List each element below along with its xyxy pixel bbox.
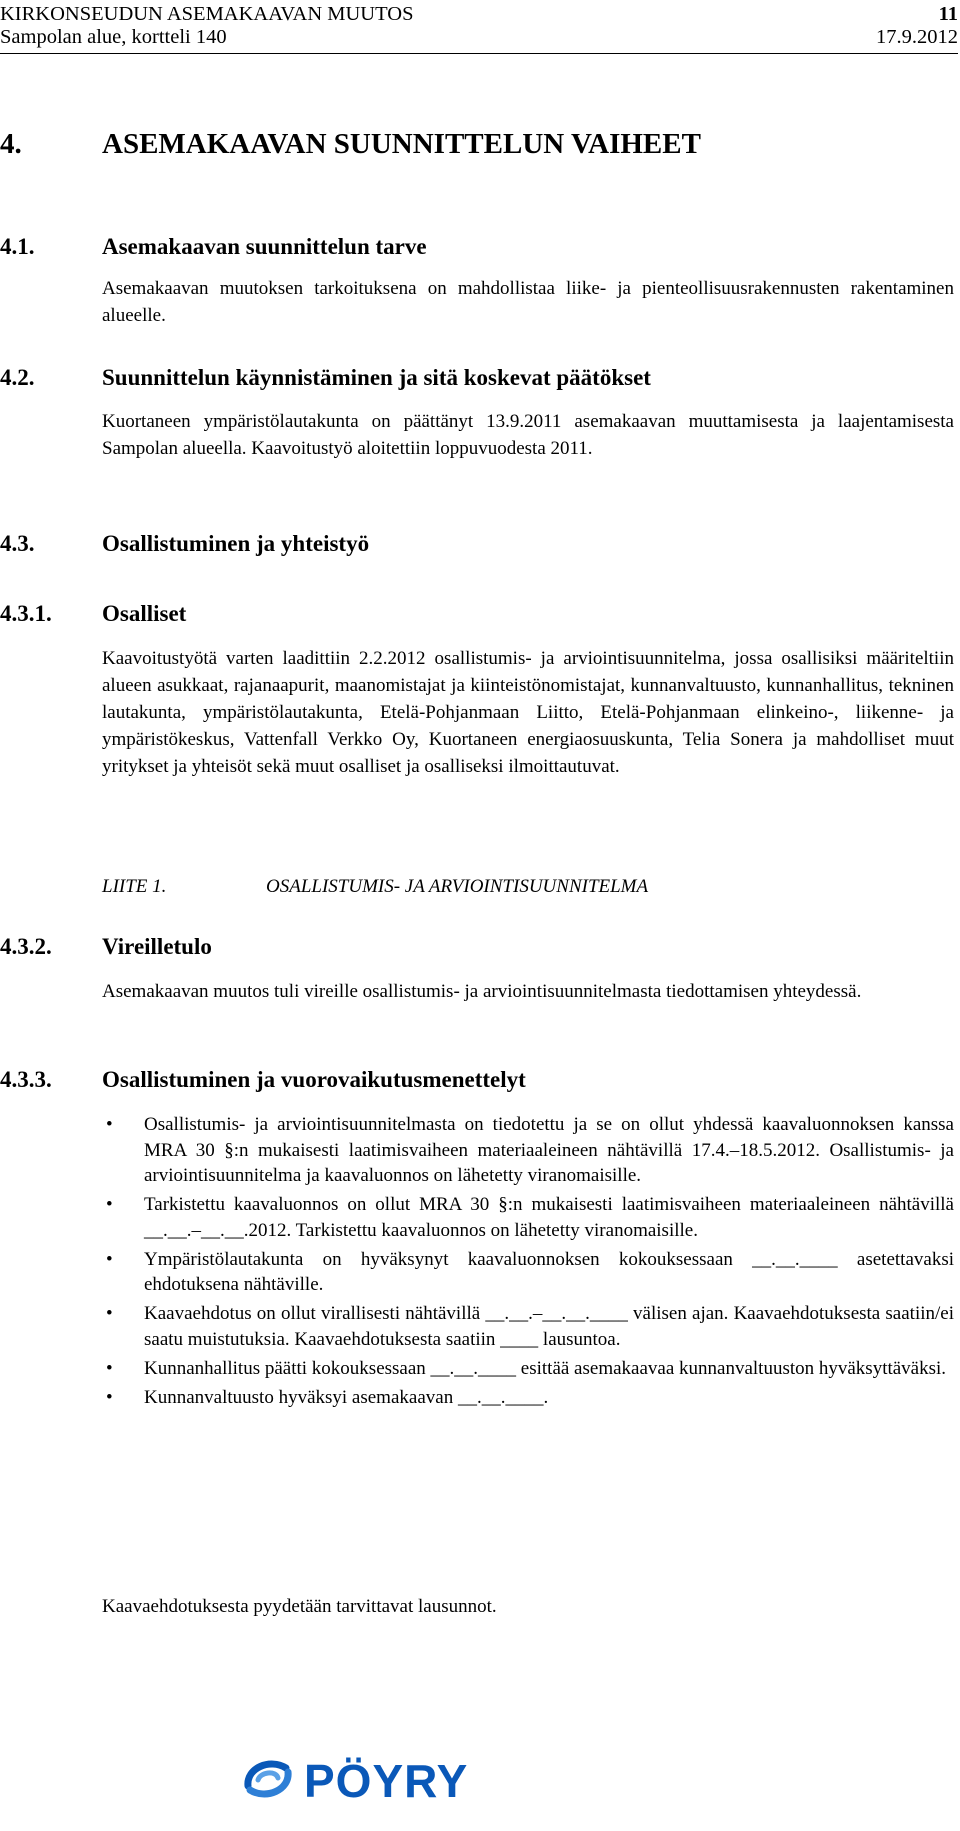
list-item: • Osallistumis- ja arviointisuunnitelmasta on tiedotettu ja se on ollut yhdessä kaavaluonnoksen kanssa MRA 30 §:n mukaisesti laatimisvaiheen materiaaleineen nähtävillä 17.4.–18.5.2012. Osallistumis- ja arviointisuunnitelma ja kaavaluonnos on lähetetty viranomaisille. xyxy=(106,1114,954,1186)
heading-number: 4.3.3. xyxy=(0,1067,52,1092)
section-body xyxy=(102,275,954,329)
list-item: • Kunnanvaltuusto hyväksyi asemakaavan __.__.____. xyxy=(102,1385,954,1411)
subsection-heading: Osalliset xyxy=(102,601,187,626)
bullet-list xyxy=(102,1112,954,1414)
heading-number: 4.1. xyxy=(0,234,35,259)
heading-number: 4.3. xyxy=(0,531,35,556)
bullet-icon: • xyxy=(106,1303,113,1324)
annex-label: LIITE 1. xyxy=(102,876,167,897)
logo-wordmark: PÖYRY xyxy=(304,1755,469,1806)
section-body xyxy=(102,645,954,780)
bullet-icon: • xyxy=(106,1114,113,1135)
section-heading: Suunnittelun käynnistäminen ja sitä koskevat päätökset xyxy=(102,365,651,390)
paragraph: Asemakaavan muutos tuli vireille osallistumis- ja arviointisuunnitelmasta tiedottamisen yhteydessä. xyxy=(102,981,862,1002)
document-subtitle: Sampolan alue, kortteli 140 xyxy=(0,26,227,48)
bullet-icon: • xyxy=(106,1386,113,1408)
list-item: • Kaavaehdotus on ollut virallisesti nähtävillä __.__.–__.__.____ välisen ajan. Kaavaehdotuksesta saatiin/ei saatu muistutuksia. Kaavaehdotuksesta saatiin ____ lausuntoa. xyxy=(106,1303,954,1350)
paragraph: Kuortaneen ympäristölautakunta on päättänyt 13.9.2011 asemakaavan muuttamisesta ja laajentamisesta Sampolan alueella. Kaavoitustyö aloitettiin loppuvuodesta 2011. xyxy=(102,411,954,459)
section-heading: Asemakaavan suunnittelun tarve xyxy=(102,234,427,259)
closing-paragraph xyxy=(102,1593,954,1620)
list-item: • Kunnanhallitus päätti kokouksessaan __.__.____ esittää asemakaavaa kunnanvaltuuston hyväksyttäväksi. xyxy=(102,1356,954,1382)
paragraph: Asemakaavan muutoksen tarkoituksena on mahdollistaa liike- ja pienteollisuusrakennusten rakentaminen alueelle. xyxy=(102,278,954,326)
list-item: • Ympäristölautakunta on hyväksynyt kaavaluonnoksen kokouksessaan __.__.____ asetettavaksi ehdotuksena nähtäville. xyxy=(106,1248,954,1295)
bullet-icon: • xyxy=(106,1194,113,1215)
bullet-icon: • xyxy=(106,1357,113,1379)
heading-number: 4. xyxy=(0,128,22,160)
section-body xyxy=(102,978,954,1005)
bullet-icon: • xyxy=(106,1248,113,1270)
paragraph: Kaavaehdotuksesta pyydetään tarvittavat lausunnot. xyxy=(102,1596,497,1617)
poyry-swirl-icon xyxy=(238,1750,548,1806)
poyry-logo xyxy=(238,1750,548,1806)
page-number: 11 xyxy=(938,3,958,25)
section-body xyxy=(102,408,954,462)
heading-number: 4.3.2. xyxy=(0,934,52,959)
subsection-heading: Osallistuminen ja vuorovaikutusmenettelyt xyxy=(102,1067,526,1092)
section-heading: Osallistuminen ja yhteistyö xyxy=(102,531,370,556)
list-item: • Tarkistettu kaavaluonnos on ollut MRA 30 §:n mukaisesti laatimisvaiheen materiaaleineen nähtävillä __.__.–__.__.2012. Tarkistettu kaavaluonnos on lähetetty viranomaisille. xyxy=(106,1194,954,1241)
subsection-heading: Vireilletulo xyxy=(102,934,212,959)
chapter-heading: ASEMAKAAVAN SUUNNITTELUN VAIHEET xyxy=(102,128,701,160)
heading-number: 4.2. xyxy=(0,365,35,390)
paragraph: Kaavoitustyötä varten laadittiin 2.2.2012 osallistumis- ja arviointisuunnitelma, jossa osallisiksi määriteltiin alueen asukkaat, rajanaapurit, maanomistajat ja kiinteistönomistajat, kunnanvaltuusto, kunnanhallitus, tekninen lautakunta, ympäristölautakunta, Etelä-Pohjanmaan Liitto, Etelä-Pohjanmaan elinkeino-, liikenne- ja ympäristökeskus, Vattenfall Verkko Oy, Kuortaneen energiaosuuskunta, Telia Sonera ja mahdolliset muut yritykset ja yhteisöt sekä muut osalliset ja osalliseksi ilmoittautuvat. xyxy=(102,648,954,777)
annex-title: OSALLISTUMIS- JA ARVIOINTISUUNNITELMA xyxy=(266,876,649,897)
header-divider xyxy=(0,53,958,54)
document-title: KIRKONSEUDUN ASEMAKAAVAN MUUTOS xyxy=(0,3,414,25)
heading-number: 4.3.1. xyxy=(0,601,52,626)
document-date: 17.9.2012 xyxy=(876,26,958,48)
